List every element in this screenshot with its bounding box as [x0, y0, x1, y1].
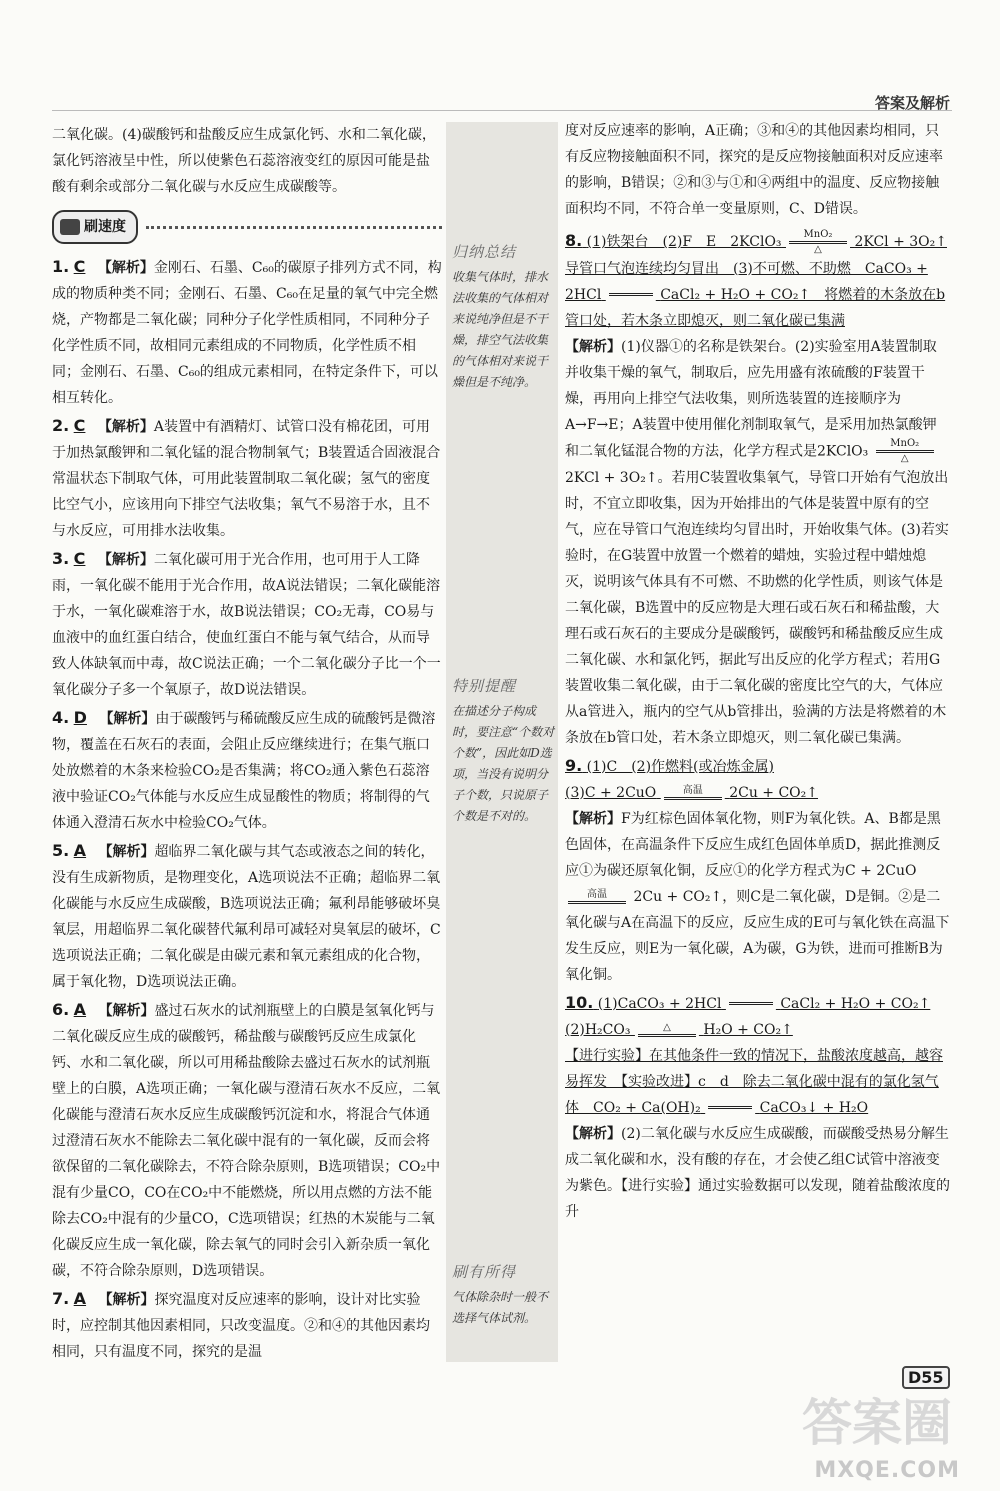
heat-label: △ [663, 1022, 671, 1033]
analysis-text: F为红棕色固体氧化物，则F为氧化铁。A、B都是黑色固体，在高温条件下反应生成红色固体单质D，据此推测反应①为碳还原氧化铜，反应①的化学方程式为C + 2CuO [565, 810, 941, 879]
question-answer: C [73, 416, 86, 435]
analysis-text: (1)仪器①的名称是铁架台。(2)实验室用A装置制取并收集干燥的氧气，制取后，应先用盛有浓硫酸的F装置干燥，再用向上排空气法收集，则所选装置的连接顺序为A→F→E；A装置中使用催化剂制取氧气，是采用加热氯酸钾和二氧化锰混合物的方法，化学方程式是2KClO₃ [565, 338, 937, 459]
question-8-answer-line-2 [565, 256, 950, 334]
question-10-analysis [565, 1121, 950, 1225]
side-note-text: 气体除杂时一般不选择气体试剂。 [452, 1290, 549, 1325]
question-8-answer-line-1 [565, 228, 950, 256]
answer-part: 导管口气泡连续均匀冒出 (3)不可燃、不助燃 CaCO₃ + 2HCl [565, 260, 928, 303]
analysis-text: 由于碳酸钙与稀硫酸反应生成的硫酸钙是微溶物，覆盖在石灰石的表面，会阻止反应继续进行；在集气瓶口处放燃着的木条来检验CO₂是否集满；将CO₂通入紫色石蕊溶液中验证CO₂气体能与水反应生成显酸性的物质；将制得的气体通入澄清石灰水中检验CO₂气体。 [52, 711, 436, 831]
analysis-text: 2Cu + CO₂↑，则C是二氧化碳，D是铜。②是二氧化碳与A在高温下的反应，反应生成的E可与氧化铁在高温下发生反应，则E为一氧化碳，A为碳，G为铁，进而可推断B为氧化铜。 [565, 888, 950, 983]
question-10-answer-line-2 [565, 1017, 950, 1043]
answer-part: (1)C (2)作燃料(或冶炼金属) [586, 758, 774, 775]
reaction-condition [638, 1022, 696, 1037]
question-number: 6. [52, 1000, 70, 1019]
question-answer: A [73, 1000, 87, 1019]
question-number: 2. [52, 416, 70, 435]
question-number: 4. [52, 708, 70, 727]
side-note-text: 在描述分子构成时，要注意“个数对个数”，因此如D选项，当没有说明分子个数，只说原子个数是不对的。 [452, 704, 555, 823]
answer-part: (3)C + 2CuO [565, 784, 657, 801]
question-9-answer-line-2 [565, 780, 950, 806]
equals-sign [708, 1106, 752, 1109]
question-10-answer-line-1 [565, 990, 950, 1017]
question-number: 7. [52, 1289, 70, 1308]
analysis-text: (2)二氧化碳与水反应生成碳酸，而碳酸受热易分解生成二氧化碳和水，没有酸的存在，才会使乙组C试管中溶液变为紫色。【进行实验】通过实验数据可以发现，随着盐酸浓度的升 [565, 1125, 950, 1220]
answer-part: 2Cu + CO₂↑ [729, 784, 819, 801]
watermark-logo: 答案圈 [802, 1394, 952, 1452]
analysis-tag: 【解析】 [97, 260, 154, 276]
analysis-text: 探究温度对反应速率的影响，设计对比实验时，应控制其他因素相同，只改变温度。②和④的其他因素均相同，只有温度不同，探究的是温 [52, 1292, 430, 1360]
question-7 [52, 1286, 442, 1365]
answer-part: CaCl₂ + H₂O + CO₂↑ 将燃着的木条放在b管口处，若木条立即熄灭，则二氧化碳已集满 [565, 286, 946, 329]
answer-part: (1)CaCO₃ + 2HCl [597, 995, 722, 1012]
question-5 [52, 838, 442, 995]
answer-part: CaCO₃↓ + H₂O [759, 1099, 869, 1116]
catalyst-label: MnO₂ [803, 228, 833, 240]
equals-sign [729, 1002, 773, 1005]
question-4 [52, 705, 442, 836]
answer-part: CaCl₂ + H₂O + CO₂↑ [780, 995, 931, 1012]
side-note-takeaway [452, 1262, 556, 1329]
question-answer: D [73, 708, 87, 727]
dotted-divider [146, 226, 442, 229]
analysis-tag: 【解析】 [99, 711, 156, 727]
question-number: 3. [52, 549, 70, 568]
brush-icon [60, 219, 80, 235]
answer-part: 【进行实验】在其他条件一致的情况下，盐酸浓度越高，越容易挥发 【实验改进】c d 除去二氧化碳中混有的氯化氢气体 CO₂ + Ca(OH)₂ [565, 1047, 943, 1116]
answer-part: H₂O + CO₂↑ [703, 1021, 793, 1038]
equals-sign [568, 901, 626, 904]
question-10 [565, 990, 950, 1225]
side-note-text: 收集气体时，排水法收集的气体相对来说纯净但是不干燥，排空气法收集的气体相对来说干燥但是不纯净。 [452, 270, 549, 389]
high-temp-label: 高温 [587, 889, 607, 900]
equals-sign [638, 1034, 696, 1037]
reaction-condition [664, 785, 722, 800]
analysis-text: A装置中有酒精灯、试管口没有棉花团，可用于加热氯酸钾和二氧化锰的混合物制氧气；B装置适合固液混合常温状态下制取气体，可用此装置制取二氧化碳；氢气的密度比空气小，应该用向下排空气法收集；氧气不易溶于水，且不与水反应，可用排水法收集。 [52, 419, 441, 539]
page-number: D55 [902, 1366, 950, 1389]
analysis-tag: 【解析】 [97, 552, 154, 568]
question-answer: A [73, 841, 87, 860]
side-note-title: 归纳总结 [452, 243, 517, 261]
question-6 [52, 997, 442, 1284]
intro-text: 二氧化碳。(4)碳酸钙和盐酸反应生成氯化钙、水和二氧化碳，氯化钙溶液呈中性，所以使紫色石蕊溶液变红的原因可能是盐酸有剩余或部分二氧化碳与水反应生成碳酸等。 [52, 127, 436, 195]
analysis-tag: 【解析】 [565, 810, 621, 827]
high-temp-label: 高温 [682, 785, 703, 796]
question-7-continued: 度对反应速率的影响，A正确；③和④的其他因素均相同，只有反应物接触面积不同，探究的是反应物接触面积对反应速率的影响，B错误；②和③与①和④两组中的温度、反应物接触面积均不同，不符合单一变量原则，C、D错误。 [565, 123, 943, 217]
analysis-tag: 【解析】 [98, 1292, 155, 1308]
question-2 [52, 413, 442, 544]
analysis-text: 盛过石灰水的试剂瓶壁上的白膜是氢氧化钙与二氧化碳反应生成的碳酸钙，稀盐酸与碳酸钙反应生成氯化钙、水和二氧化碳，所以可用稀盐酸除去盛过石灰水的试剂瓶壁上的白膜，A选项正确；一氧化碳与澄清石灰水不反应，二氧化碳能与澄清石灰水反应生成碳酸钙沉淀和水，将混合气体通过澄清石灰水不能除去二氧化碳中混有的一氧化碳，反而会将欲保留的二氧化碳除去，不符合除杂原则，B选项错误；CO₂中混有少量CO，CO在CO₂中不能燃烧，所以用点燃的方法不能除去CO₂中混有的少量CO，C选项错误；红热的木炭能与二氧化碳反应生成一氧化碳，除去氧气的同时会引入新杂质一氧化碳，不符合除杂原则，D选项错误。 [52, 1003, 441, 1279]
analysis-tag: 【解析】 [565, 1125, 621, 1142]
answer-part: 2KCl + 3O₂↑ [854, 234, 947, 250]
question-answer: A [73, 1289, 87, 1308]
question-10-answer-line-3 [565, 1043, 950, 1121]
question-number: 9. [565, 755, 583, 775]
question-number: 10. [565, 992, 594, 1012]
header-divider [52, 110, 952, 111]
header-title: 答案及解析 [874, 94, 950, 112]
analysis-text: 超临界二氧化碳与其气态或液态之间的转化，没有生成新物质，是物理变化，A选项说法不正确；超临界二氧化碳能与水反应生成碳酸，B选项说法正确；氟利昂能够破坏臭氧层，用超临界二氧化碳替代氟利昂可减轻对臭氧层的破坏，C选项说法正确；二氧化碳是由碳元素和氧元素组成的化合物，属于氧化物，D选项说法正确。 [52, 844, 441, 990]
side-note-summary [452, 242, 556, 393]
question-number: 5. [52, 841, 70, 860]
question-8-analysis [565, 334, 950, 751]
side-note-title: 特别提醒 [452, 677, 517, 695]
question-1 [52, 254, 442, 411]
answer-part: (1)铁架台 (2)F E 2KClO₃ [586, 234, 782, 250]
analysis-tag: 【解析】 [98, 1003, 155, 1019]
analysis-text: 金刚石、石墨、C₆₀的碳原子排列方式不同，构成的物质种类不同；金刚石、石墨、C₆₀在足量的氧气中完全燃烧，产物都是二氧化碳；同种分子化学性质相同，不同种分子化学性质不同，故相同元素组成的不同物质，化学性质不相同；金刚石、石墨、C₆₀的组成元素相同，在特定条件下，可以相互转化。 [52, 260, 442, 406]
question-number: 8. [565, 231, 583, 250]
answer-part: (2)H₂CO₃ [565, 1021, 631, 1038]
question-3 [52, 546, 442, 703]
section-badge [52, 210, 138, 244]
reaction-condition [789, 229, 847, 256]
question-answer: C [73, 257, 86, 276]
analysis-text: 2KCl + 3O₂↑。若用C装置收集氧气，导管口开始有气泡放出时，不宜立即收集，因为开始排出的气体是装置中原有的空气，应在导管口气泡连续均匀冒出时，开始收集气体。(3)若实验时，在G装置中放置一个燃着的蜡烛，实验过程中蜡烛熄灭，说明该气体具有不可燃、不助燃的化学性质，则该气体是二氧化碳，B选置中的反应物是大理石或石灰石和稀盐酸，大理石或石灰石的主要成分是碳酸钙，碳酸钙和稀盐酸反应生成二氧化碳、水和氯化钙，据此写出反应的化学方程式；若用G装置收集二氧化碳，由于二氧化碳的密度比空气的大，气体应从a管进入，瓶内的空气从b管排出，验满的方法是将燃着的木条放在b管口处，若木条立即熄灭，则二氧化碳已集满。 [565, 469, 949, 746]
question-8 [565, 228, 950, 751]
right-column [565, 118, 950, 1227]
question-9-answer-line-1 [565, 753, 950, 780]
question-answer: C [73, 549, 86, 568]
equals-sign [609, 293, 653, 296]
question-9-analysis [565, 806, 950, 988]
analysis-tag: 【解析】 [565, 338, 621, 355]
reaction-condition [568, 889, 626, 904]
side-note-title: 刷有所得 [452, 1263, 517, 1281]
question-9 [565, 753, 950, 988]
equals-sign [664, 797, 722, 800]
analysis-tag: 【解析】 [97, 419, 154, 435]
side-note-reminder [452, 676, 556, 827]
section-header [52, 210, 442, 244]
question-number: 1. [52, 257, 70, 276]
analysis-tag: 【解析】 [98, 844, 155, 860]
analysis-text: 二氧化碳可用于光合作用，也可用于人工降雨，一氧化碳不能用于光合作用，故A说法错误；二氧化碳能溶于水，一氧化碳难溶于水，故B说法错误；CO₂无毒，CO易与血液中的血红蛋白结合，使血红蛋白不能与氧气结合，从而导致人体缺氧而中毒，故C说法正确；一个二氧化碳分子比一个一氧化碳分子多一个氧原子，故D说法错误。 [52, 552, 441, 698]
watermark-url: MXQE.COM [814, 1458, 960, 1483]
left-column [52, 122, 442, 1367]
heat-label: △ [814, 243, 822, 255]
reaction-condition [876, 438, 934, 465]
heat-label: △ [900, 452, 909, 464]
section-badge-label: 刷速度 [84, 219, 126, 235]
catalyst-label: MnO₂ [890, 437, 920, 449]
